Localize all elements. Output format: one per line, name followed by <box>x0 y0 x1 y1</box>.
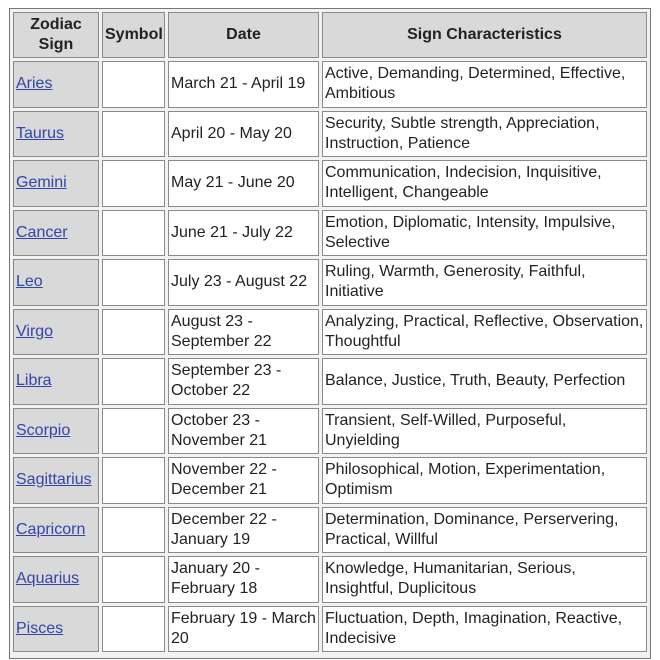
header-row <box>13 12 647 58</box>
table-row <box>13 259 647 306</box>
sign-link-sagittarius[interactable]: Sagittarius <box>16 471 92 489</box>
date-cell: April 20 - May 20 <box>168 111 319 158</box>
table-row <box>13 309 647 356</box>
sign-cell <box>13 457 99 504</box>
sign-cell <box>13 61 99 108</box>
characteristics-cell: Knowledge, Humanitarian, Serious, Insightful, Duplicitous <box>322 556 647 603</box>
date-cell: July 23 - August 22 <box>168 259 319 306</box>
symbol-cell <box>102 408 165 455</box>
symbol-cell <box>102 259 165 306</box>
date-cell: March 21 - April 19 <box>168 61 319 108</box>
symbol-cell <box>102 160 165 207</box>
characteristics-cell: Communication, Indecision, Inquisitive, Intelligent, Changeable <box>322 160 647 207</box>
sign-link-taurus[interactable]: Taurus <box>16 124 65 142</box>
sign-cell <box>13 358 99 405</box>
sign-link-capricorn[interactable]: Capricorn <box>16 520 86 538</box>
characteristics-cell: Security, Subtle strength, Appreciation, Instruction, Patience <box>322 111 647 158</box>
symbol-cell <box>102 358 165 405</box>
sign-link-aquarius[interactable]: Aquarius <box>16 570 80 588</box>
sign-cell <box>13 210 99 257</box>
date-cell: January 20 - February 18 <box>168 556 319 603</box>
sign-link-scorpio[interactable]: Scorpio <box>16 421 71 439</box>
symbol-cell <box>102 111 165 158</box>
sign-link-aries[interactable]: Aries <box>16 75 53 93</box>
characteristics-cell: Analyzing, Practical, Reflective, Observation, Thoughtful <box>322 309 647 356</box>
table-row <box>13 160 647 207</box>
date-cell: September 23 - October 22 <box>168 358 319 405</box>
symbol-cell <box>102 556 165 603</box>
header-date: Date <box>168 12 319 58</box>
table-row <box>13 556 647 603</box>
date-cell: February 19 - March 20 <box>168 606 319 653</box>
date-cell: June 21 - July 22 <box>168 210 319 257</box>
characteristics-cell: Active, Demanding, Determined, Effective, Ambitious <box>322 61 647 108</box>
sign-cell <box>13 507 99 554</box>
sign-cell <box>13 309 99 356</box>
sign-link-leo[interactable]: Leo <box>16 273 43 291</box>
date-cell: October 23 - November 21 <box>168 408 319 455</box>
sign-link-libra[interactable]: Libra <box>16 372 52 390</box>
symbol-cell <box>102 457 165 504</box>
sign-cell <box>13 111 99 158</box>
characteristics-cell: Philosophical, Motion, Experimentation, Optimism <box>322 457 647 504</box>
sign-cell <box>13 259 99 306</box>
characteristics-cell: Ruling, Warmth, Generosity, Faithful, Initiative <box>322 259 647 306</box>
date-cell: August 23 - September 22 <box>168 309 319 356</box>
table-row <box>13 507 647 554</box>
sign-link-virgo[interactable]: Virgo <box>16 322 54 340</box>
sign-cell <box>13 160 99 207</box>
date-cell: November 22 - December 21 <box>168 457 319 504</box>
symbol-cell <box>102 210 165 257</box>
sign-cell <box>13 606 99 653</box>
symbol-cell <box>102 507 165 554</box>
header-symbol: Symbol <box>102 12 165 58</box>
table-row <box>13 606 647 653</box>
characteristics-cell: Fluctuation, Depth, Imagination, Reactive, Indecisive <box>322 606 647 653</box>
table-row <box>13 111 647 158</box>
characteristics-cell: Determination, Dominance, Perservering, Practical, Willful <box>322 507 647 554</box>
table-row <box>13 210 647 257</box>
symbol-cell <box>102 606 165 653</box>
date-cell: May 21 - June 20 <box>168 160 319 207</box>
zodiac-table <box>10 9 650 655</box>
sign-link-gemini[interactable]: Gemini <box>16 174 67 192</box>
symbol-cell <box>102 61 165 108</box>
characteristics-cell: Transient, Self-Willed, Purposeful, Unyielding <box>322 408 647 455</box>
date-cell: December 22 - January 19 <box>168 507 319 554</box>
zodiac-table-container <box>9 8 651 659</box>
header-zodiac-sign: Zodiac Sign <box>13 12 99 58</box>
symbol-cell <box>102 309 165 356</box>
header-characteristics: Sign Characteristics <box>322 12 647 58</box>
table-row <box>13 457 647 504</box>
table-row <box>13 61 647 108</box>
table-row <box>13 358 647 405</box>
characteristics-cell: Balance, Justice, Truth, Beauty, Perfection <box>322 358 647 405</box>
sign-link-pisces[interactable]: Pisces <box>16 619 64 637</box>
characteristics-cell: Emotion, Diplomatic, Intensity, Impulsive, Selective <box>322 210 647 257</box>
sign-cell <box>13 408 99 455</box>
sign-cell <box>13 556 99 603</box>
table-row <box>13 408 647 455</box>
sign-link-cancer[interactable]: Cancer <box>16 223 68 241</box>
